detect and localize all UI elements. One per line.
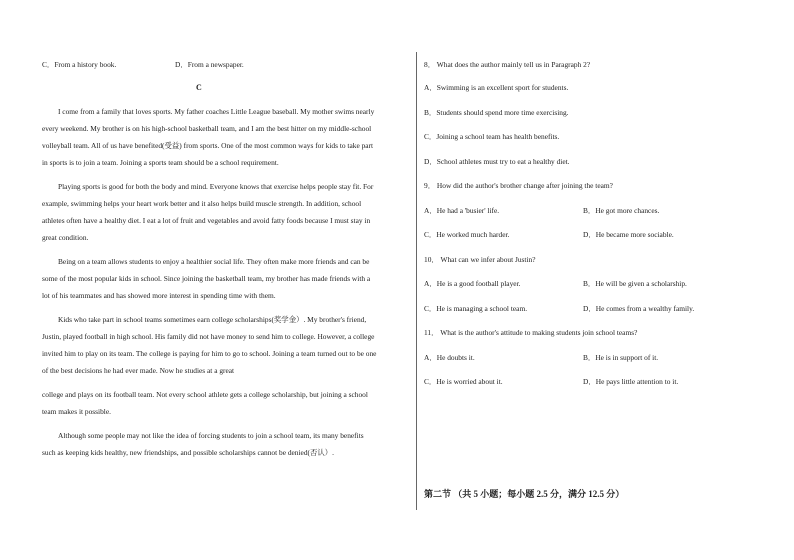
question-11-option-a: A．He doubts it.	[424, 353, 475, 362]
passage-line: in sports is to join a team. Joining a sports team should be a school requirement.	[42, 158, 279, 167]
question-11-stem: 11． What is the author's attitude to making students join school teams?	[424, 328, 638, 337]
q7-option-d: D．From a newspaper.	[175, 60, 244, 69]
question-11-option-b: B．He is in support of it.	[583, 353, 659, 362]
passage-line: lot of his teammates and has showed more interest in spending time with them.	[42, 291, 276, 300]
passage-line: some of the most popular kids in school. Since joining the basketball team, my brother has made friends with a	[42, 274, 371, 283]
question-10-option-a: A．He is a good football player.	[424, 279, 521, 288]
passage-line: volleyball team. All of us have benefited(受益) from sports. One of the most common ways for kids to take part	[42, 141, 374, 150]
question-8-option-b: B．Students should spend more time exercising.	[424, 108, 569, 117]
question-10-option-d: D．He comes from a wealthy family.	[583, 304, 695, 313]
passage-line: Kids who take part in school teams sometimes earn college scholarships(奖学金）. My brother's friend,	[58, 315, 367, 324]
section-heading: 第二节 （共 5 小题；每小题 2.5 分，满分 12.5 分）	[424, 489, 625, 499]
q7-option-c: C．From a history book.	[42, 60, 117, 69]
passage-line: great condition.	[42, 233, 89, 242]
passage-line: Justin, played football in high school. His family did not have money to send him to college. However, a college	[42, 332, 375, 341]
passage-line: athletes often have a healthy diet. I eat a lot of fruit and vegetables and avoid fatty foods because I must stay in	[42, 216, 371, 225]
passage-line: such as keeping kids healthy, new friendships, and possible scholarships cannot be denied(否认）.	[42, 448, 335, 457]
question-9-option-c: C．He worked much harder.	[424, 230, 510, 239]
question-10-option-c: C．He is managing a school team.	[424, 304, 528, 313]
question-9-option-a: A．He had a 'busier' life.	[424, 206, 500, 215]
passage-line: Although some people may not like the idea of forcing students to join a school team, its many benefits	[58, 431, 364, 440]
passage-line: of the best decisions he had ever made. Now he studies at a great	[42, 366, 235, 375]
question-11-option-c: C．He is worried about it.	[424, 377, 503, 386]
question-9-stem: 9． How did the author's brother change after joining the team?	[424, 181, 613, 190]
question-8-option-c: C．Joining a school team has health benefits.	[424, 132, 560, 141]
passage-line: college and plays on its football team. Not every school athlete gets a college scholarship, but joining a school	[42, 390, 368, 399]
question-9-option-d: D．He became more sociable.	[583, 230, 674, 239]
passage-line: invited him to play on its team. The college is paying for him to go to school. Joining a team turned out to be one	[42, 349, 377, 358]
passage-line: every weekend. My brother is on his high-school basketball team, and I am the best hitter on my middle-school	[42, 124, 372, 133]
question-10-option-b: B．He will be given a scholarship.	[583, 279, 687, 288]
passage-line: example, swimming helps your heart work better and it also helps build muscle strength. In addition, school	[42, 199, 362, 208]
passage-line: I come from a family that loves sports. My father coaches Little League baseball. My mother swims nearly	[58, 107, 375, 116]
passage-line: Playing sports is good for both the body and mind. Everyone knows that exercise helps people stay fit. For	[58, 182, 374, 191]
question-10-stem: 10． What can we infer about Justin?	[424, 255, 536, 264]
question-8-option-a: A．Swimming is an excellent sport for students.	[424, 83, 569, 92]
question-8-option-d: D．School athletes must try to eat a healthy diet.	[424, 157, 570, 166]
column-divider	[416, 52, 417, 510]
passage-line: Being on a team allows students to enjoy a healthier social life. They often make more friends and can be	[58, 257, 370, 266]
question-11-option-d: D．He pays little attention to it.	[583, 377, 679, 386]
question-8-stem: 8． What does the author mainly tell us in Paragraph 2?	[424, 60, 591, 69]
question-9-option-b: B．He got more chances.	[583, 206, 660, 215]
passage-line: team makes it possible.	[42, 407, 111, 416]
passage-label: C	[196, 83, 202, 92]
